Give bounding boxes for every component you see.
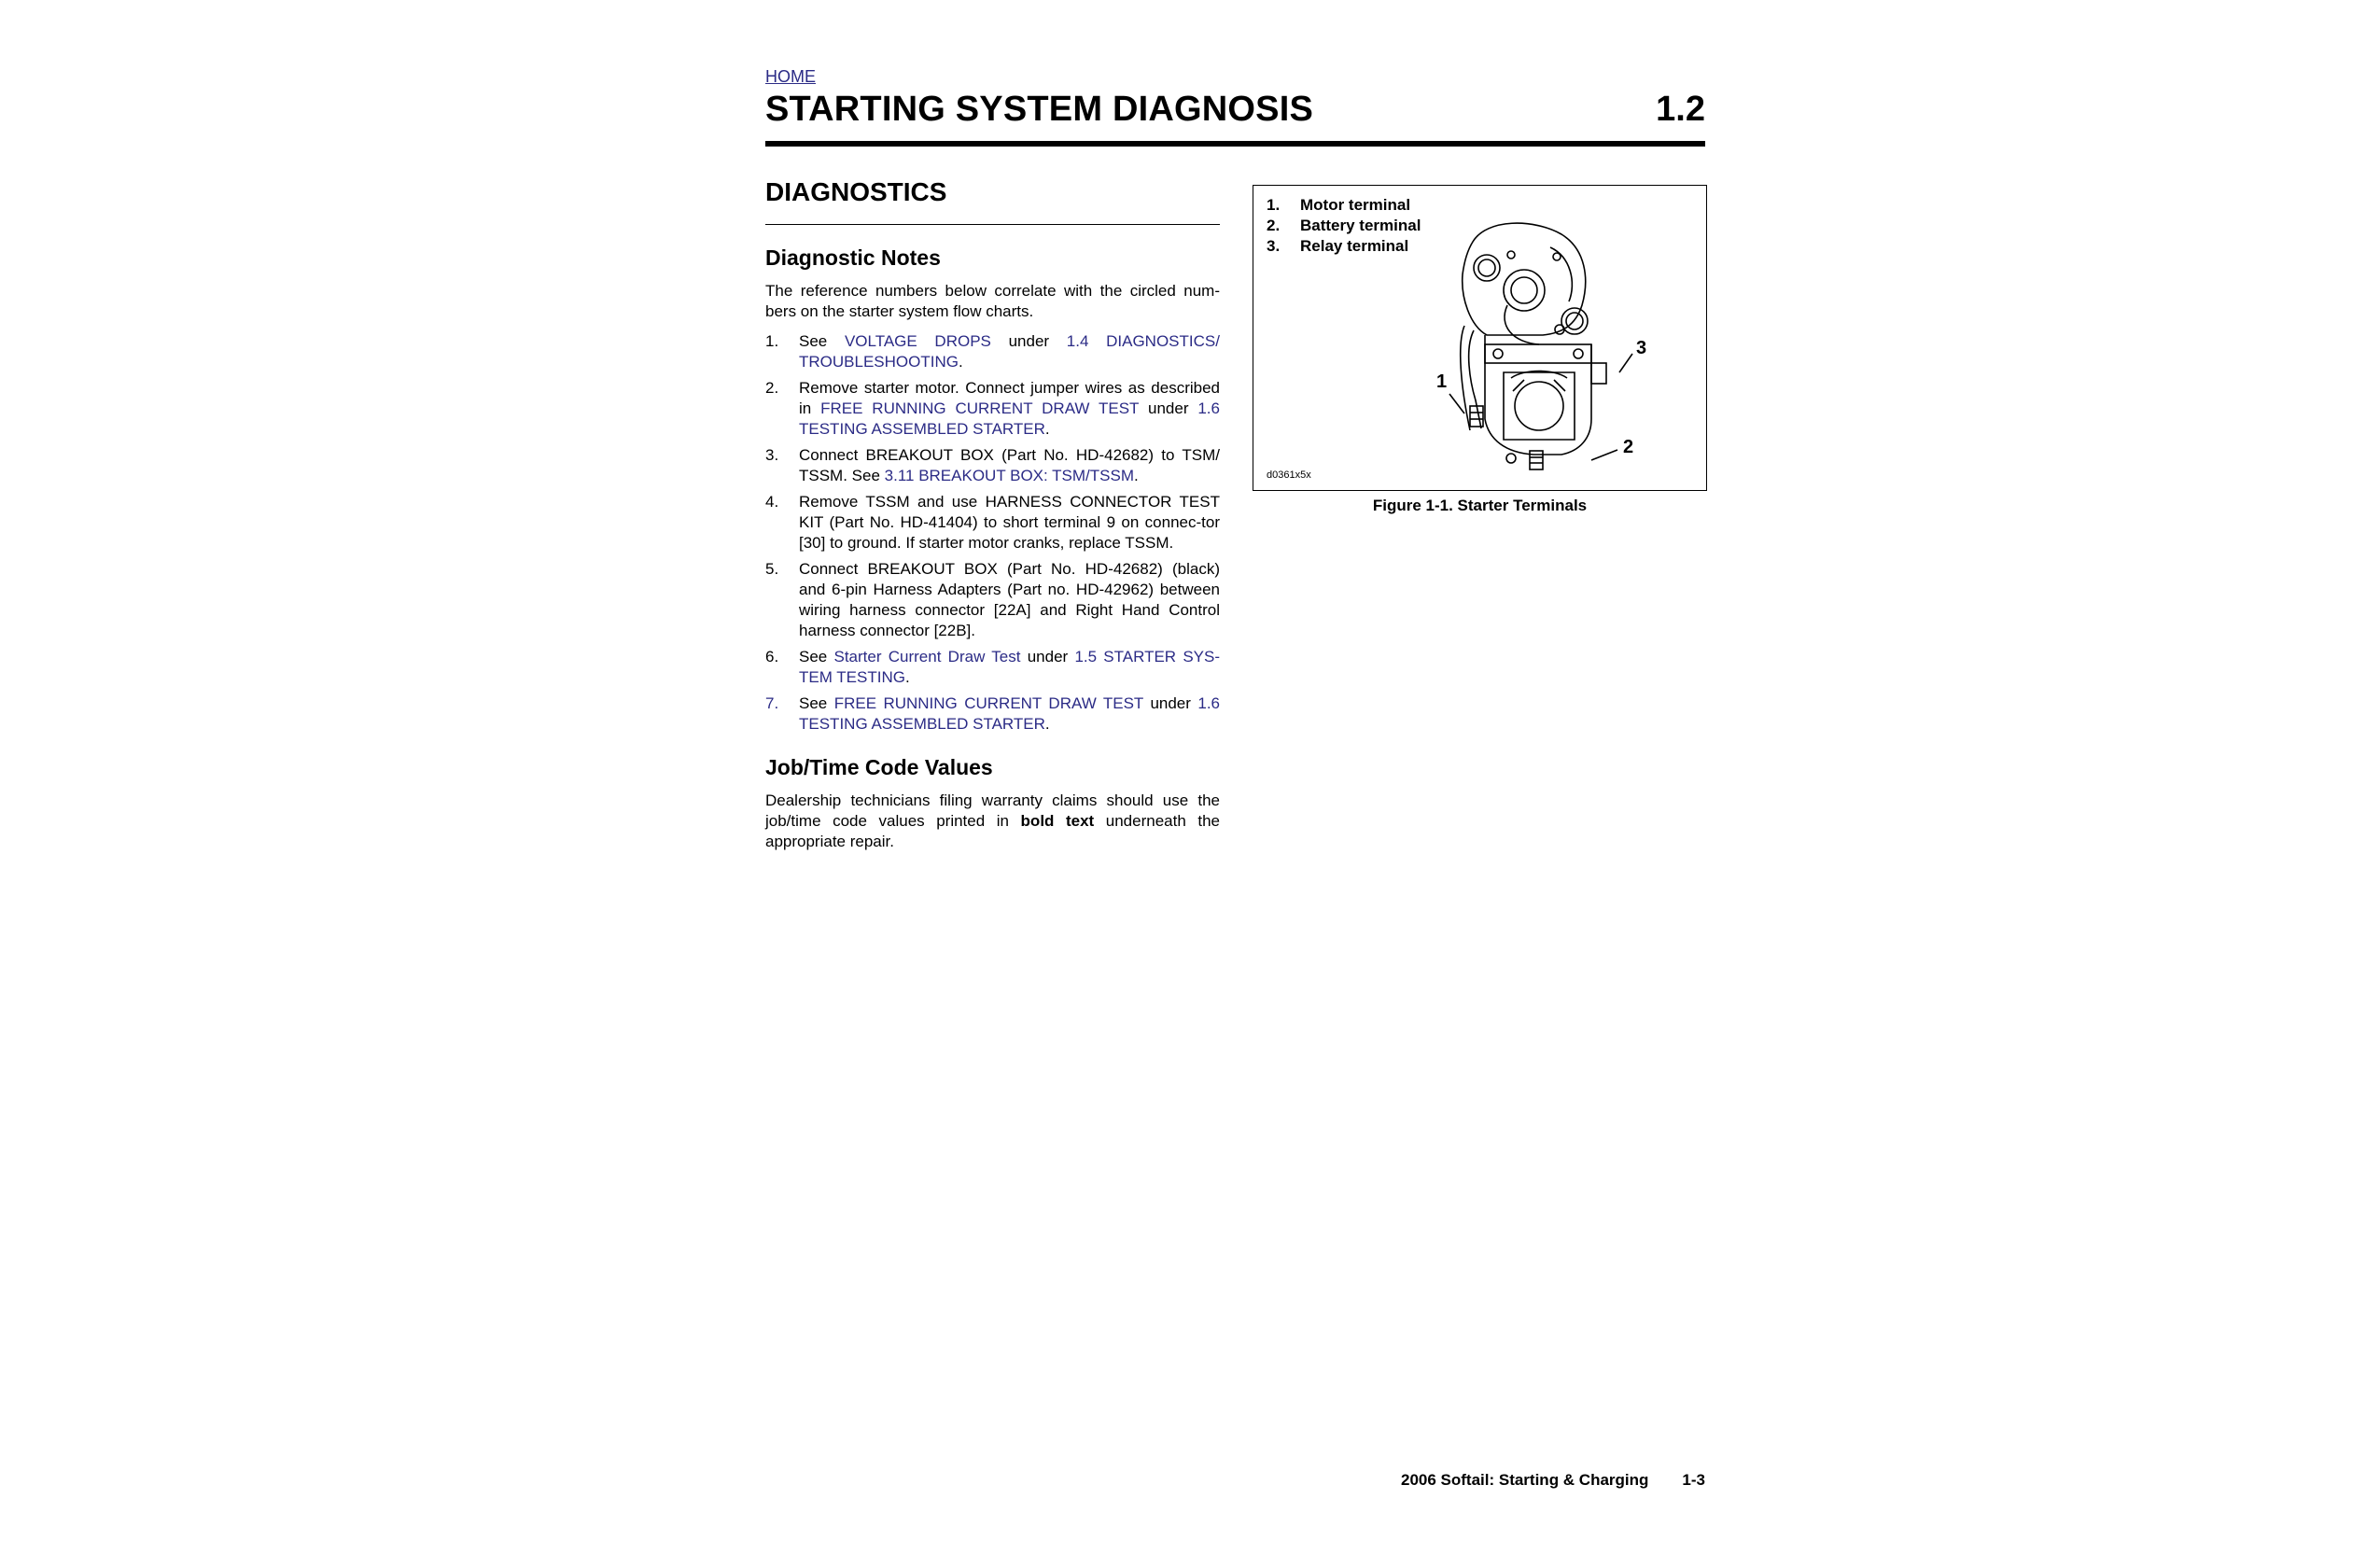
note-text: . (958, 353, 963, 371)
free-running-current-draw-link[interactable]: FREE RUNNING CURRENT DRAW TEST (820, 399, 1140, 417)
home-link[interactable]: HOME (765, 67, 816, 86)
title-rule (765, 141, 1705, 147)
notes-intro: The reference numbers below correlate with the circled num-bers on the starter system flow charts. (765, 282, 1220, 320)
list-item (765, 693, 1220, 735)
figure-box (1253, 185, 1707, 491)
starter-current-draw-link[interactable]: Starter Current Draw Test (833, 648, 1021, 665)
legend-number: 1. (1267, 196, 1281, 214)
note-text: . (1044, 420, 1050, 438)
note-text: Remove TSSM and use HARNESS CONNECTOR TEST KIT (Part No. HD-41404) to short terminal 9 on connec-tor [30] to ground. If starter motor cranks, replace TSSM. (799, 493, 1220, 552)
note-number: 2. (765, 379, 779, 397)
figure-caption: Figure 1-1. Starter Terminals (1372, 497, 1588, 514)
page-footer (1401, 1471, 1705, 1490)
note-text: . (1134, 467, 1139, 484)
legend-label: Relay terminal (1300, 237, 1409, 255)
legend-number: 3. (1267, 237, 1281, 255)
manual-title: 2006 Softail: Starting & Charging (1400, 1471, 1649, 1489)
note-text: . (904, 668, 910, 686)
note-text: Connect BREAKOUT BOX (Part No. HD-42682) to TSM/ TSSM. See (799, 446, 1220, 484)
left-column (765, 174, 1220, 852)
note-text: under (1143, 694, 1198, 712)
diagnostics-heading: DIAGNOSTICS (765, 174, 1220, 225)
job-bold-text: bold text (1020, 812, 1095, 830)
note-number: 6. (765, 648, 779, 665)
diagnostic-notes-heading: Diagnostic Notes (765, 245, 941, 270)
testing-assembled-starter-link[interactable]: 1.6 TESTING ASSEMBLED STARTER (799, 694, 1220, 733)
testing-assembled-starter-link[interactable]: 1.6 TESTING ASSEMBLED STARTER (799, 399, 1220, 438)
diagnostics-troubleshooting-link[interactable]: 1.4 DIAGNOSTICS/ TROUBLESHOOTING (799, 332, 1220, 371)
job-time-heading: Job/Time Code Values (765, 755, 993, 779)
job-text: Dealership technicians filing warranty claims should use the job/time code values printed in (765, 792, 1220, 830)
note-text: Remove starter motor. Connect jumper wires as described in (799, 379, 1220, 417)
note-text: Connect BREAKOUT BOX (Part No. HD-42682) (black) and 6-pin Harness Adapters (Part no. HD-42962) between wiring harness connector [22A] and Right Hand Control harness connector [22B]. (799, 560, 1220, 639)
callout-3: 3 (1636, 338, 1647, 358)
list-item (765, 492, 1220, 553)
note-number: 4. (765, 493, 779, 511)
note-text: See (799, 694, 834, 712)
list-item (765, 331, 1220, 372)
page-number: 1-3 (1682, 1471, 1705, 1489)
starter-system-testing-link[interactable]: 1.5 STARTER SYS-TEM TESTING (799, 648, 1220, 686)
note-text: under (1020, 648, 1075, 665)
legend-number: 2. (1267, 217, 1281, 234)
callout-2: 2 (1623, 437, 1634, 457)
section-number: 1.2 (1656, 90, 1705, 129)
figure-code: d0361x5x (1267, 469, 1311, 481)
note-text: under (1139, 399, 1198, 417)
callout-1: 1 (1436, 371, 1448, 392)
list-item (765, 378, 1220, 440)
note-text: under (990, 332, 1067, 350)
legend-label: Motor terminal (1300, 196, 1411, 214)
note-number: 7. (765, 694, 779, 712)
note-text: See (799, 648, 834, 665)
voltage-drops-link[interactable]: VOLTAGE DROPS (844, 332, 991, 350)
note-text: See (799, 332, 845, 350)
job-text: underneath the appropriate repair. (765, 812, 1220, 850)
page-title: STARTING SYSTEM DIAGNOSIS (765, 90, 1314, 129)
list-item (765, 647, 1220, 688)
diagnostic-notes-list (765, 331, 1220, 735)
note-text: . (1044, 715, 1050, 733)
list-item (765, 445, 1220, 486)
free-running-current-draw-link[interactable]: FREE RUNNING CURRENT DRAW TEST (833, 694, 1144, 712)
note-number: 1. (765, 332, 779, 350)
note-number: 3. (765, 446, 779, 464)
list-item (765, 559, 1220, 641)
job-time-paragraph (765, 791, 1220, 852)
note-number: 5. (765, 560, 779, 578)
legend-label: Battery terminal (1300, 217, 1421, 234)
starter-motor-illustration (1253, 186, 1708, 492)
breakout-box-link[interactable]: 3.11 BREAKOUT BOX: TSM/TSSM (884, 467, 1134, 484)
